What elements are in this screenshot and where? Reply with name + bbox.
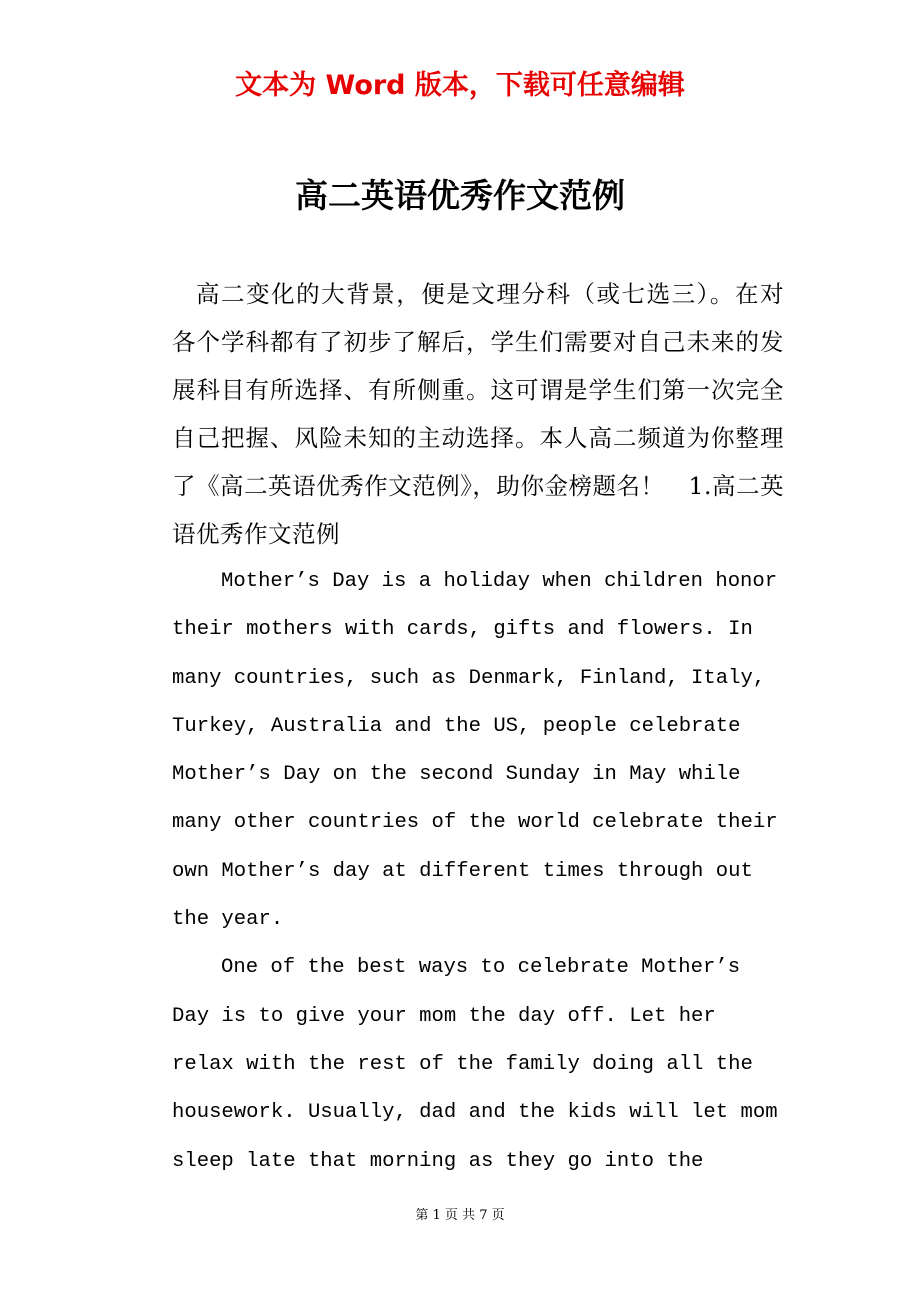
document-body — [172, 270, 784, 1186]
document-title: 高二英语优秀作文范例 — [295, 176, 625, 215]
intro-paragraph: 高二变化的大背景，便是文理分科（或七选三）。在对各个学科都有了初步了解后，学生们需要对自己未来的发展科目有所选择、有所侧重。这可谓是学生们第一次完全自己把握、风险未知的主动选择。本人高二频道为你整理了《高二英语优秀作文范例》，助你金榜题名！ 1.高二英语优秀作文范例 — [172, 280, 784, 548]
essay-paragraph-1: Mother’s Day is a holiday when children honor their mothers with cards, gifts and flowers. In many countries, such as Denmark, Finland, Italy, Turkey, Australia and the US, people celebrate Mother’s Day on the second Sunday in May while many other countries of the world celebrate their own Mother’s day at different times through out the year. — [172, 570, 778, 932]
essay-paragraph-2: One of the best ways to celebrate Mother’s Day is to give your mom the day off. Let her relax with the rest of the family doing all the housework. Usually, dad and the kids will let mom sleep late that morning as they go into the — [172, 956, 778, 1173]
download-banner: 文本为 Word 版本，下载可任意编辑 — [235, 70, 685, 101]
page-number: 第 1 页 共 7 页 — [415, 1208, 505, 1223]
